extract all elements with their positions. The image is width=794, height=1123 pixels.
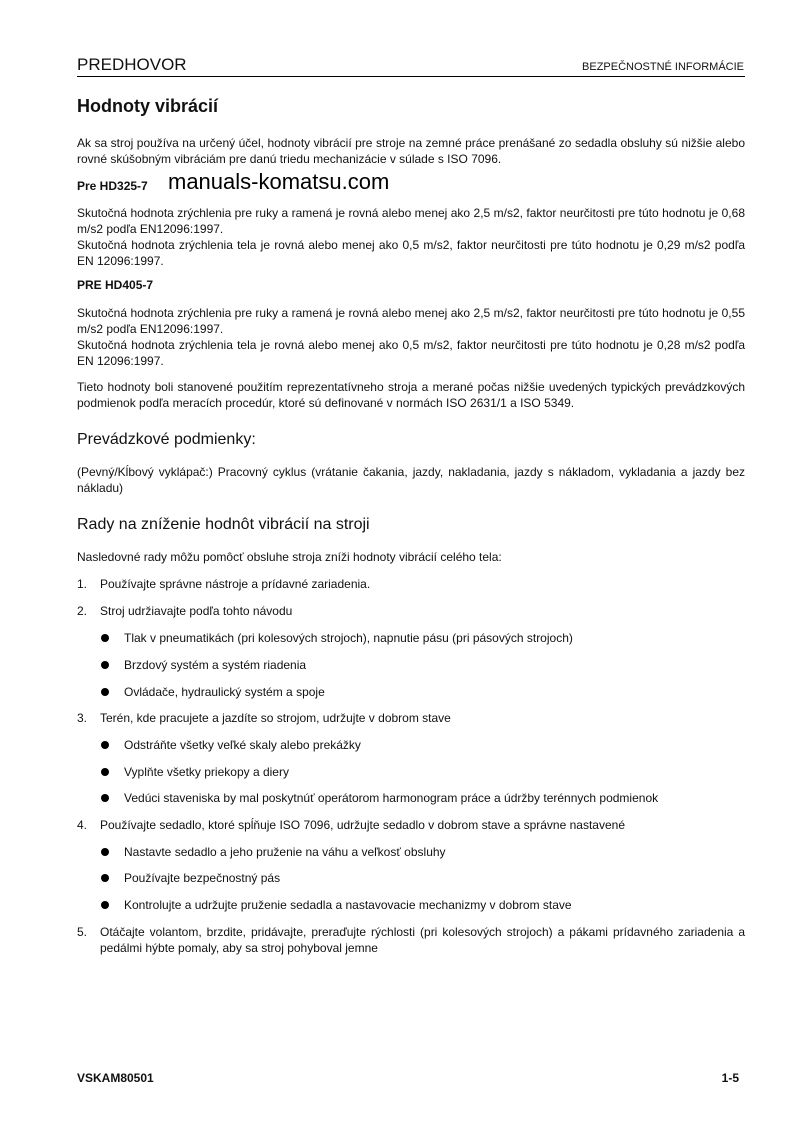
- list-item-number: 1.: [77, 577, 88, 591]
- list-item-text: Stroj udržiavajte podľa tohto návodu: [100, 604, 293, 618]
- bullet-text: Odstráňte všetky veľké skaly alebo prekážky: [124, 738, 361, 752]
- bullet-text: Nastavte sedadlo a jeho pruženie na váhu a veľkosť obsluhy: [124, 845, 446, 859]
- model1-paragraph: [77, 205, 745, 269]
- bullet-text: Vyplňte všetky priekopy a diery: [124, 765, 289, 779]
- tips-heading: Rady na zníženie hodnôt vibrácií na stroji: [77, 516, 370, 533]
- bullet-text: Tlak v pneumatikách (pri kolesových strojoch), napnutie pásu (pri pásových strojoch): [124, 631, 573, 645]
- list-item-number: 4.: [77, 818, 88, 832]
- model1-body: Skutočná hodnota zrýchlenia tela je rovná alebo menej ako 0,5 m/s2, faktor neurčitosti pre túto hodnotu je 0,29 m/s2 podľa EN 12096:1997.: [77, 238, 745, 268]
- page-number: 1-5: [721, 1071, 739, 1085]
- model1-hand-arm: Skutočná hodnota zrýchlenia pre ruky a ramená je rovná alebo menej ako 2,5 m/s2, faktor neurčitosti pre túto hodnotu je 0,68 m/s2 podľa EN12096:1997.: [77, 206, 745, 236]
- conditions-text: (Pevný/Kĺbový vyklápač:) Pracovný cyklus (vrátanie čakania, jazdy, nakladania, jazdy s nákladom, vykladania a jazdy bez nákladu): [77, 465, 745, 495]
- model2-paragraph: [77, 305, 745, 369]
- model1-label: Pre HD325-7: [77, 179, 148, 193]
- bullet-text: Používajte bezpečnostný pás: [124, 871, 281, 885]
- list-item-text: Používajte správne nástroje a prídavné zariadenia.: [100, 577, 371, 591]
- tips-intro: Nasledovné rady môžu pomôcť obsluhe stroja zníži hodnoty vibrácií celého tela:: [77, 550, 502, 564]
- model2-label: PRE HD405-7: [77, 278, 154, 292]
- list-item-text: Otáčajte volantom, brzdite, pridávajte, preraďujte rýchlosti (pri kolesových strojoch) a pákami prídavného zariadenia a pedálmi hýbte pomaly, aby sa stroj pohyboval jemne: [100, 925, 745, 955]
- list-item-number: 3.: [77, 711, 88, 725]
- bullet-icon: [101, 874, 109, 882]
- bullet-icon: [101, 661, 109, 669]
- list-item-text: Používajte sedadlo, ktoré spĺňuje ISO 7096, udržujte sedadlo v dobrom stave a správne nastavené: [100, 818, 625, 832]
- bullet-icon: [101, 901, 109, 909]
- bullet-text: Kontrolujte a udržujte pruženie sedadla a nastavovacie mechanizmy v dobrom stave: [124, 898, 572, 912]
- conditions-heading: Prevádzkové podmienky:: [77, 431, 256, 448]
- page-title: Hodnoty vibrácií: [77, 96, 219, 116]
- bullet-text: Vedúci staveniska by mal poskytnúť operátorom harmonogram práce a údržby terénnych podmienok: [124, 791, 659, 805]
- bullet-icon: [101, 794, 109, 802]
- section-title: PREDHOVOR: [77, 55, 187, 74]
- bullet-icon: [101, 848, 109, 856]
- model2-hand-arm: Skutočná hodnota zrýchlenia pre ruky a ramená je rovná alebo menej ako 2,5 m/s2, faktor neurčitosti pre túto hodnotu je 0,55 m/s2 podľa EN12096:1997.: [77, 306, 745, 336]
- watermark: manuals-komatsu.com: [168, 169, 390, 194]
- document-code: VSKAM80501: [77, 1071, 154, 1085]
- model2-body: Skutočná hodnota zrýchlenia tela je rovná alebo menej ako 0,5 m/s2, faktor neurčitosti pre túto hodnotu je 0,28 m/s2 podľa EN 12096:1997.: [77, 338, 745, 368]
- intro-paragraph: Ak sa stroj používa na určený účel, hodnoty vibrácií pre stroje na zemné práce prenášané zo sedadla obsluhy sú nižšie alebo rovné skúšobným vibráciám pre danú triedu mechanizácie v súlade s ISO 7096.: [77, 136, 745, 166]
- header-rule: [77, 76, 745, 77]
- list-item-text: Terén, kde pracujete a jazdíte so strojom, udržujte v dobrom stave: [100, 711, 451, 725]
- measurement-paragraph: Tieto hodnoty boli stanovené použitím reprezentatívneho stroja a merané počas nižšie uvedených typických prevádzkových podmienok podľa meracích procedúr, ktoré sú definované v normách ISO 2631/1 a ISO 5349.: [77, 380, 745, 410]
- bullet-text: Ovládače, hydraulický systém a spoje: [124, 685, 325, 699]
- chapter-title: BEZPEČNOSTNÉ INFORMÁCIE: [582, 61, 744, 73]
- bullet-icon: [101, 768, 109, 776]
- bullet-icon: [101, 634, 109, 642]
- list-item-number: 5.: [77, 925, 88, 939]
- bullet-icon: [101, 688, 109, 696]
- bullet-text: Brzdový systém a systém riadenia: [124, 658, 307, 672]
- list-item-number: 2.: [77, 604, 88, 618]
- bullet-icon: [101, 741, 109, 749]
